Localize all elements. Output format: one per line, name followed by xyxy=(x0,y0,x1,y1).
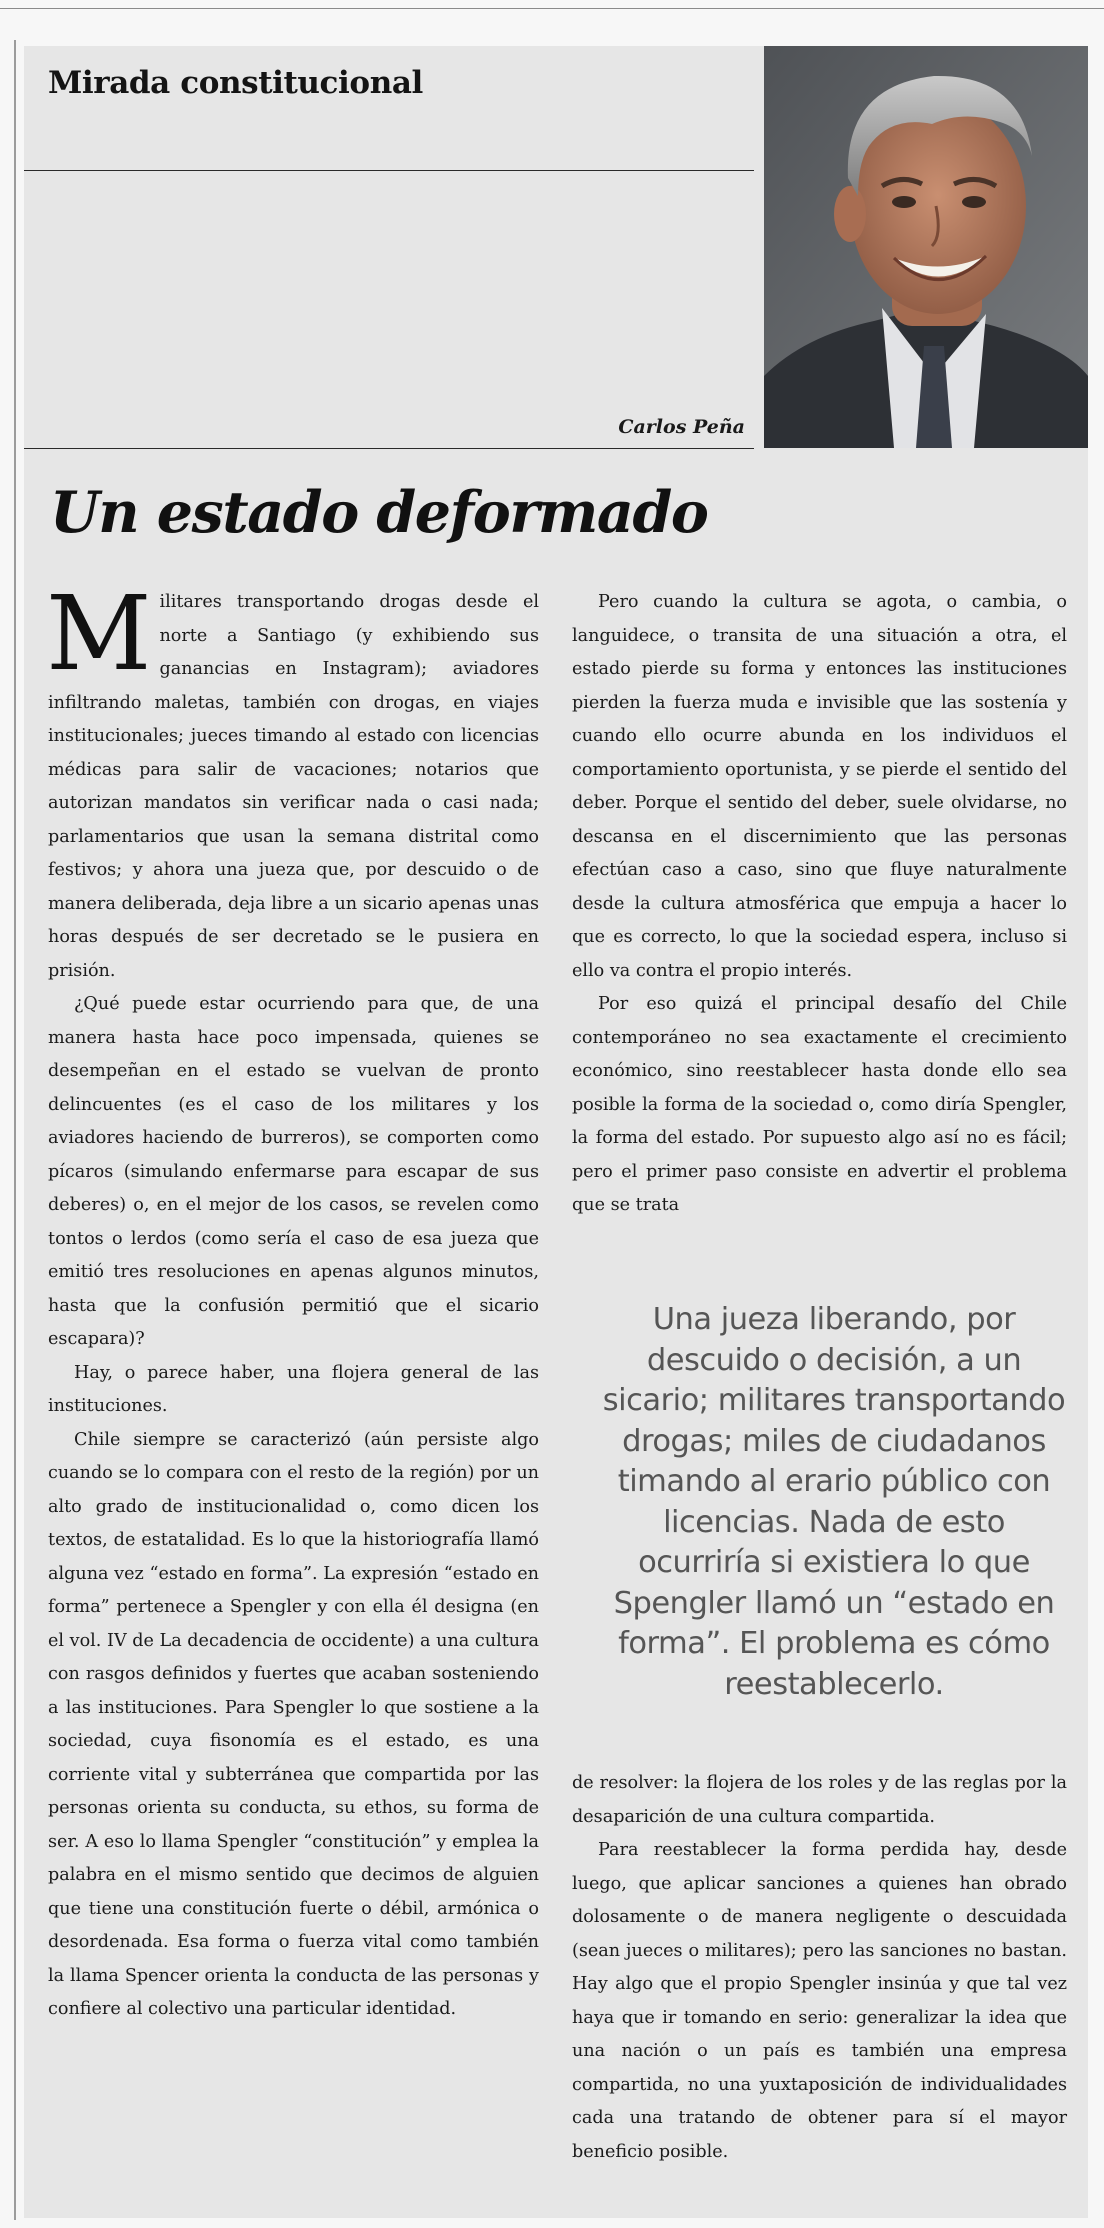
paragraph-3: Hay, o parece haber, una flojera general de las instituciones. xyxy=(48,1362,539,1416)
article-column-right-bottom xyxy=(572,1767,1067,2169)
paragraph-1-text: ilitares transportando drogas desde el norte a Santiago (y exhibiendo sus ganancias en Instagram); aviadores infiltrando maletas, también con drogas, en viajes institucionales; jueces timando al estado con licencias médicas para salir de vacaciones; notarios que autorizan mandatos sin verificar nada o casi nada; parlamentarios que usan la semana distrital como festivos; y ahora una jueza que, por descuido o de manera deliberada, deja libre a un sicario apenas unas horas después de ser decretado se le pusiera en prisión. xyxy=(48,592,539,981)
paragraph-5: Pero cuando la cultura se agota, o cambia, o languidece, o transita de una situación a otra, el estado pierde su forma y entonces las instituciones pierden la fuerza muda e invisible que las sostenía y cuando ello ocurre abunda en los individuos el comportamiento oportunista, y se pierde el sentido del deber. Porque el sentido del deber, suele olvidarse, no descansa en el discernimiento que las personas efectúan caso a caso, sino que fluye naturalmente desde la cultura atmosférica que empuja a hacer lo que es correcto, lo que la sociedad espera, incluso si ello va contra el propio interés. xyxy=(572,592,1067,981)
section-title: Mirada constitucional xyxy=(48,65,423,101)
author-byline: Carlos Peña xyxy=(618,416,745,438)
article-column-right-top xyxy=(572,586,1067,1223)
paragraph-4: Chile siempre se caracterizó (aún persiste algo cuando se lo compara con el resto de la región) por un alto grado de institucionalidad o, como dicen los textos, de estatalidad. Es lo que la historiografía llamó alguna vez “estado en forma”. La expresión “estado en forma” pertenece a Spengler y con ella él designa (en el vol. IV de La decadencia de occidente) a una cultura con rasgos definidos y fuertes que acaban sosteniendo a las instituciones. Para Spengler lo que sostiene a la sociedad, cuya fisonomía es el estado, es una corriente vital y subterránea que compartida por las personas orienta su conducta, su ethos, su forma de ser. A eso lo llama Spengler “constitución” y emplea la palabra en el mismo sentido que decimos de alguien que tiene una constitución fuerte o débil, armónica o desordenada. Esa forma o fuerza vital como también la llama Spencer orienta la conducta de las personas y confiere al colectivo una particular identidad. xyxy=(48,1429,539,2019)
byline-divider xyxy=(24,448,754,449)
pull-quote: Una jueza liberando, por descuido o decisión, a un sicario; militares transportando drogas; miles de ciudadanos timando al erario público con licencias. Nada de esto ocurriría si existiera lo que Spengler llamó un “estado en forma”. El problema es cómo reestablecerlo. xyxy=(602,1302,1066,1702)
drop-cap: M xyxy=(46,574,152,694)
header-divider xyxy=(24,170,754,171)
top-divider xyxy=(0,8,1104,9)
author-photo xyxy=(764,46,1088,448)
paragraph-7: de resolver: la flojera de los roles y de las reglas por la desaparición de una cultura compartida. xyxy=(572,1773,1067,1827)
paragraph-8: Para reestablecer la forma perdida hay, desde luego, que aplicar sanciones a quienes han obrado dolosamente o de manera negligente o descuidada (sean jueces o militares); pero las sanciones no bastan. Hay algo que el propio Spengler insinúa y que tal vez haya que ir tomando en serio: generalizar la idea que una nación o un país es también una empresa compartida, no una yuxtaposición de individualidades cada una tratando de obtener para sí el mayor beneficio posible. xyxy=(572,1840,1067,2162)
left-margin-rule xyxy=(14,40,16,2220)
headline: Un estado deformado xyxy=(50,479,708,546)
paragraph-1 xyxy=(46,574,539,988)
paragraph-6: Por eso quizá el principal desafío del Chile contemporáneo no sea exactamente el crecimiento económico, sino reestablecer hasta donde ello sea posible la forma de la sociedad o, como diría Spengler, la forma del estado. Por supuesto algo así no es fácil; pero el primer paso consiste en advertir el problema que se trata xyxy=(572,994,1067,1215)
article-column-left xyxy=(46,574,539,2027)
paragraph-2: ¿Qué puede estar ocurriendo para que, de una manera hasta hace poco impensada, quienes se desempeñan en el estado se vuelvan de pronto delincuentes (es el caso de los militares y los aviadores haciendo de burreros), se comporten como pícaros (simulando enfermarse para escapar de sus deberes) o, en el mejor de los casos, se revelen como tontos o lerdos (como sería el caso de esa jueza que emitió tres resoluciones en apenas algunos minutos, hasta que la confusión permitió que el sicario escapara)? xyxy=(48,994,539,1349)
